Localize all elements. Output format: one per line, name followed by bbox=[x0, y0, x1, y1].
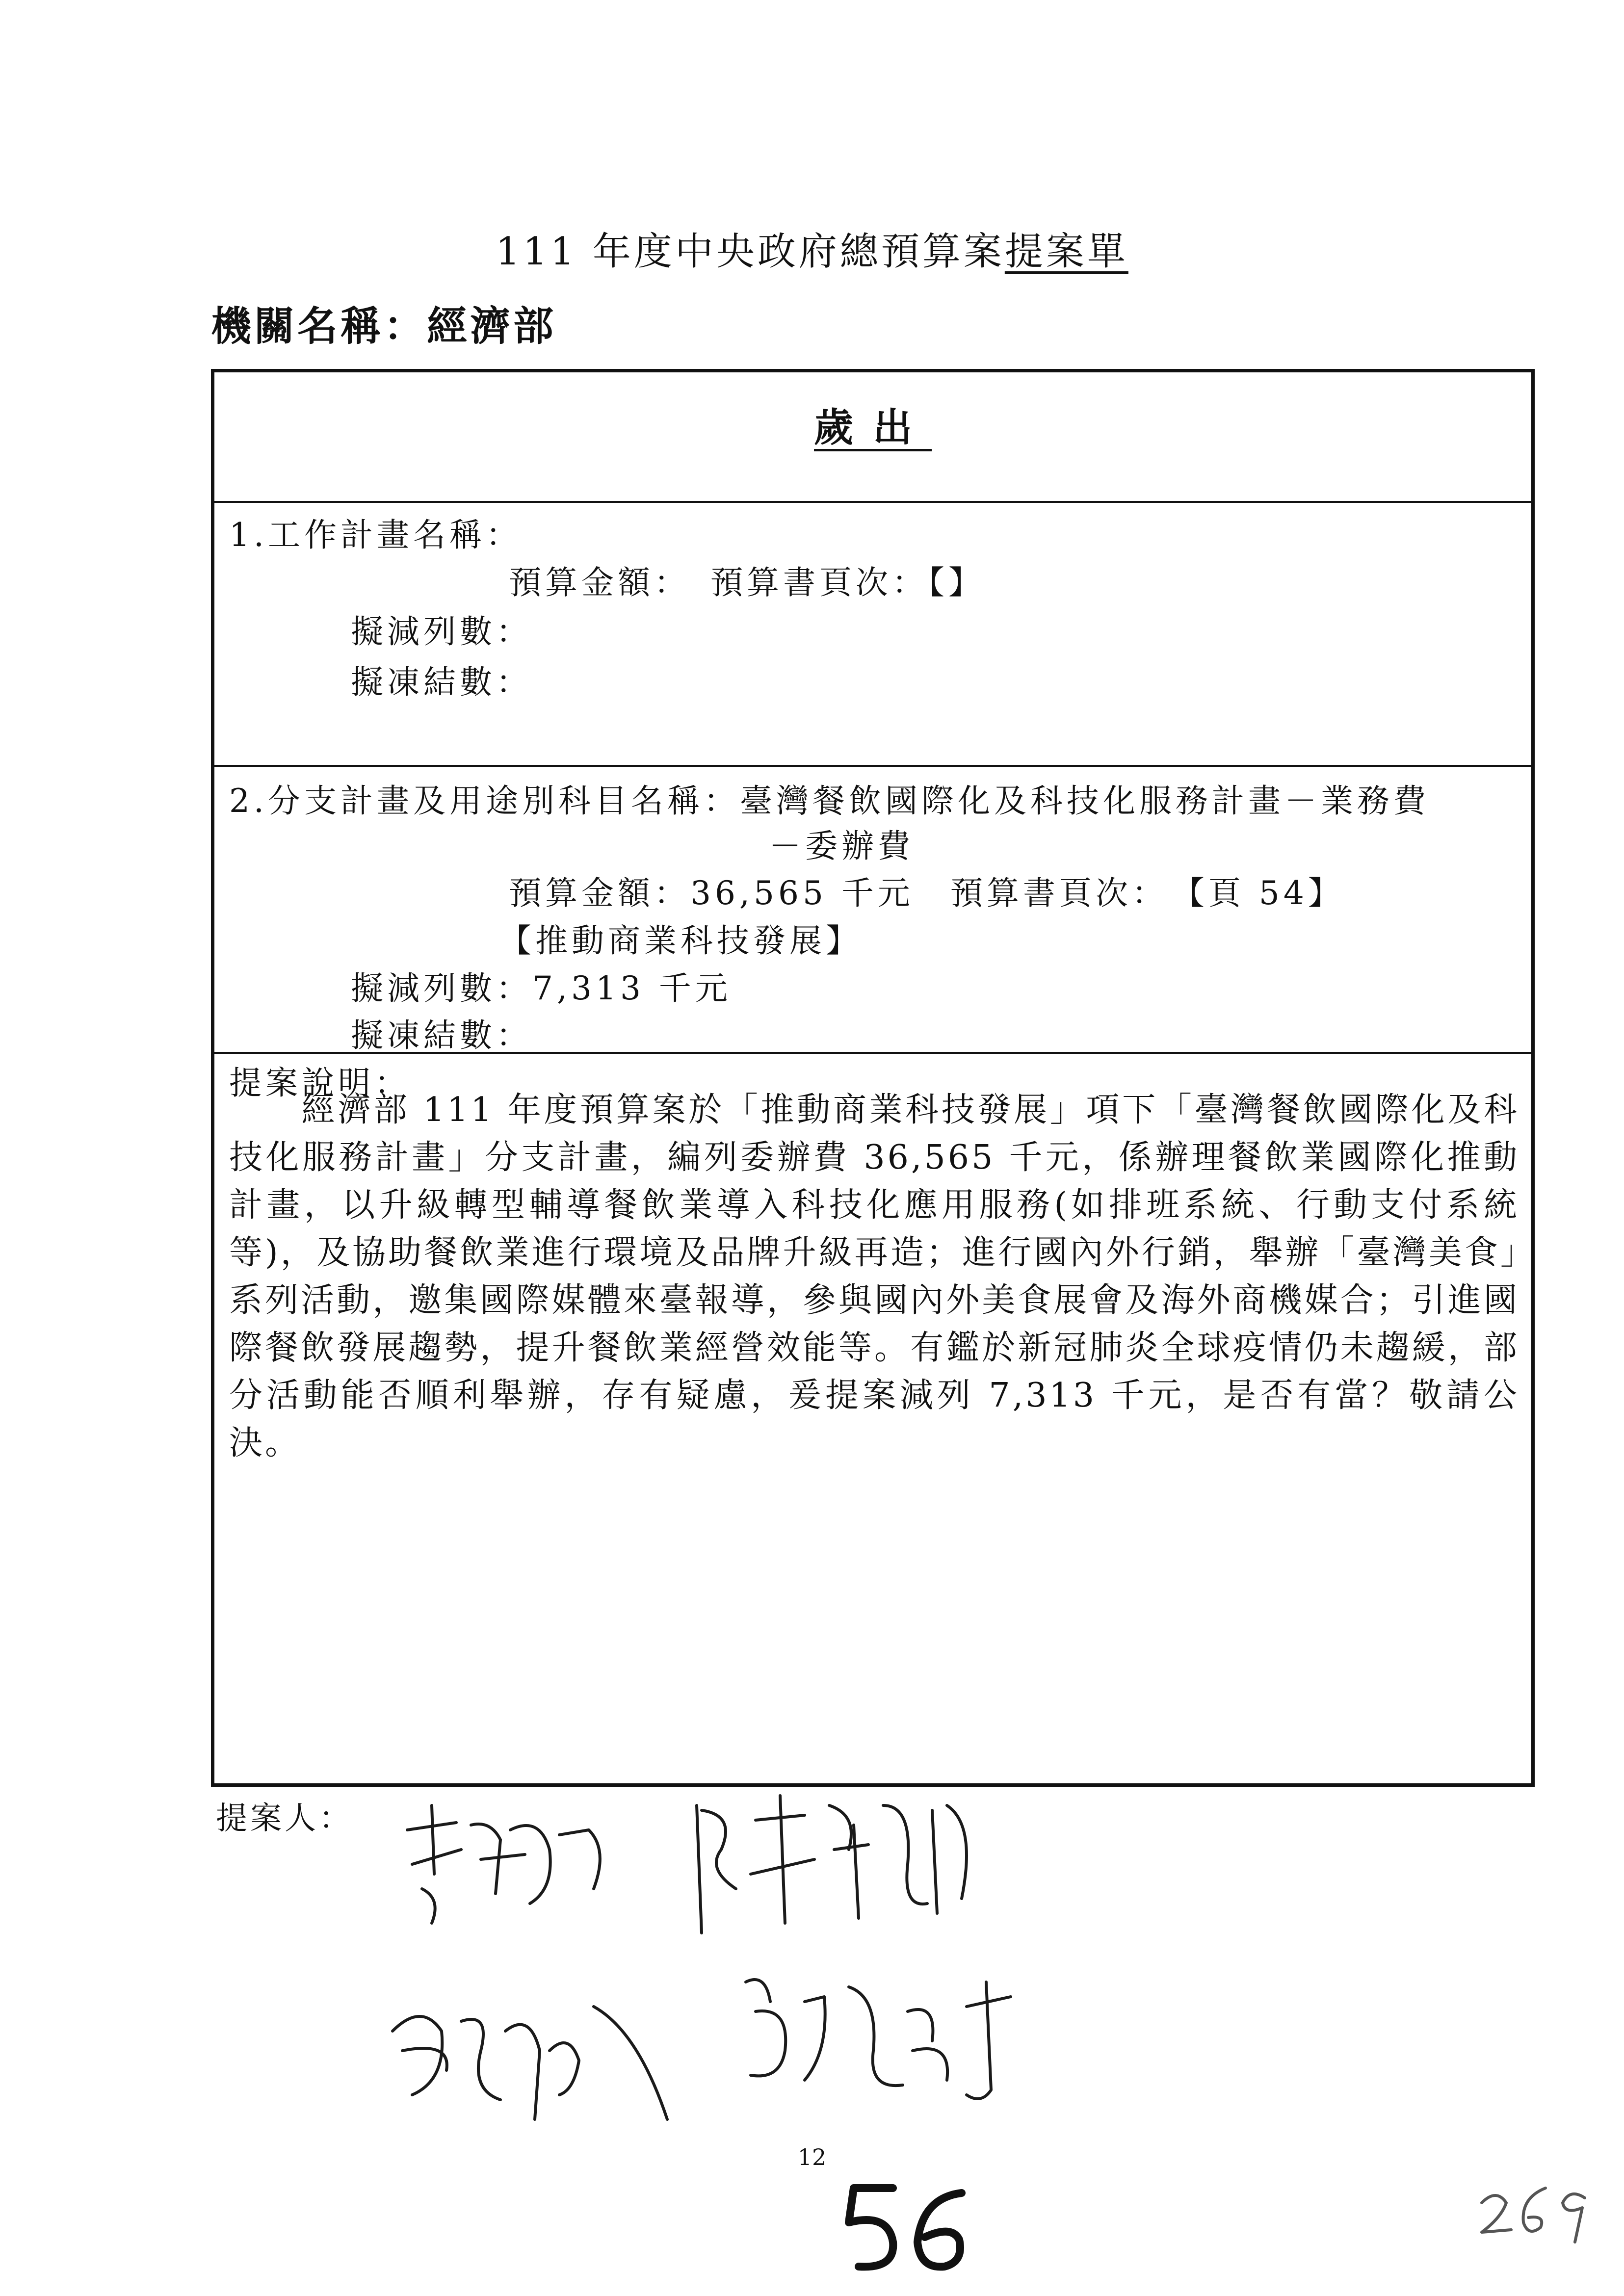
item2-freeze-label: 擬凍結數： bbox=[351, 1017, 532, 1054]
item2-cut-line: 擬減列數：7,313 千元 bbox=[351, 969, 732, 1007]
explanation-label: 提案說明： bbox=[229, 1064, 411, 1102]
divider-header bbox=[214, 501, 1531, 503]
divider-item2 bbox=[214, 1052, 1531, 1054]
document-title bbox=[0, 221, 1624, 276]
item2-label-line2: －委辦費 bbox=[769, 827, 914, 865]
item1-cut-label: 擬減列數： bbox=[351, 613, 532, 651]
item1-label: 1.工作計畫名稱： bbox=[229, 516, 522, 554]
page-number: 12 bbox=[797, 2144, 827, 2170]
proposal-frame bbox=[211, 369, 1535, 1787]
agency-name: 機關名稱：經濟部 bbox=[211, 303, 557, 350]
item2-label-line1: 2.分支計畫及用途別科目名稱：臺灣餐飲國際化及科技化服務計畫－業務費 bbox=[229, 782, 1430, 820]
item2-program-line: 【推動商業科技發展】 bbox=[499, 922, 862, 960]
item1-budget-line: 預算金額： 預算書頁次：【】 bbox=[509, 564, 985, 601]
handwritten-page-number-image bbox=[834, 2178, 981, 2276]
title-underlined: 提案單 bbox=[1004, 230, 1128, 274]
item2-budget-line: 預算金額：36,565 千元 預算書頁次： 【頁 54】 bbox=[509, 874, 1344, 912]
item1-freeze-label: 擬凍結數： bbox=[351, 663, 532, 701]
handwritten-corner-number-image bbox=[1472, 2178, 1599, 2247]
divider-item1 bbox=[214, 765, 1531, 767]
signatures-image bbox=[363, 1776, 1148, 2178]
explanation-text: 經濟部 111 年度預算案於「推動商業科技發展」項下「臺灣餐飲國際化及科技化服務計畫」分支計畫，編列委辦費 36,565 千元，係辦理餐飲業國際化推動計畫，以升級轉型輔導餐飲業導入科技化應用服務(如排班系統、行動支付系統等)，及協助餐飲業進行環境及品牌升級再造；進行國內外行銷，舉辦「臺灣美食」系列活動，邀集國際媒體來臺報導，參與國內外美食展會及海外商機媒合；引進國際餐飲發展趨勢，提升餐飲業經營效能等。有鑑於新冠肺炎全球疫情仍未趨緩，部分活動能否順利舉辦，存有疑慮，爰提案減列 7,313 千元，是否有當？敬請公決。 bbox=[229, 1091, 1519, 1462]
section-header: 歲出 bbox=[814, 404, 932, 450]
title-main: 111 年度中央政府總預算案 bbox=[496, 230, 1005, 274]
proposer-label: 提案人： bbox=[216, 1800, 353, 1837]
